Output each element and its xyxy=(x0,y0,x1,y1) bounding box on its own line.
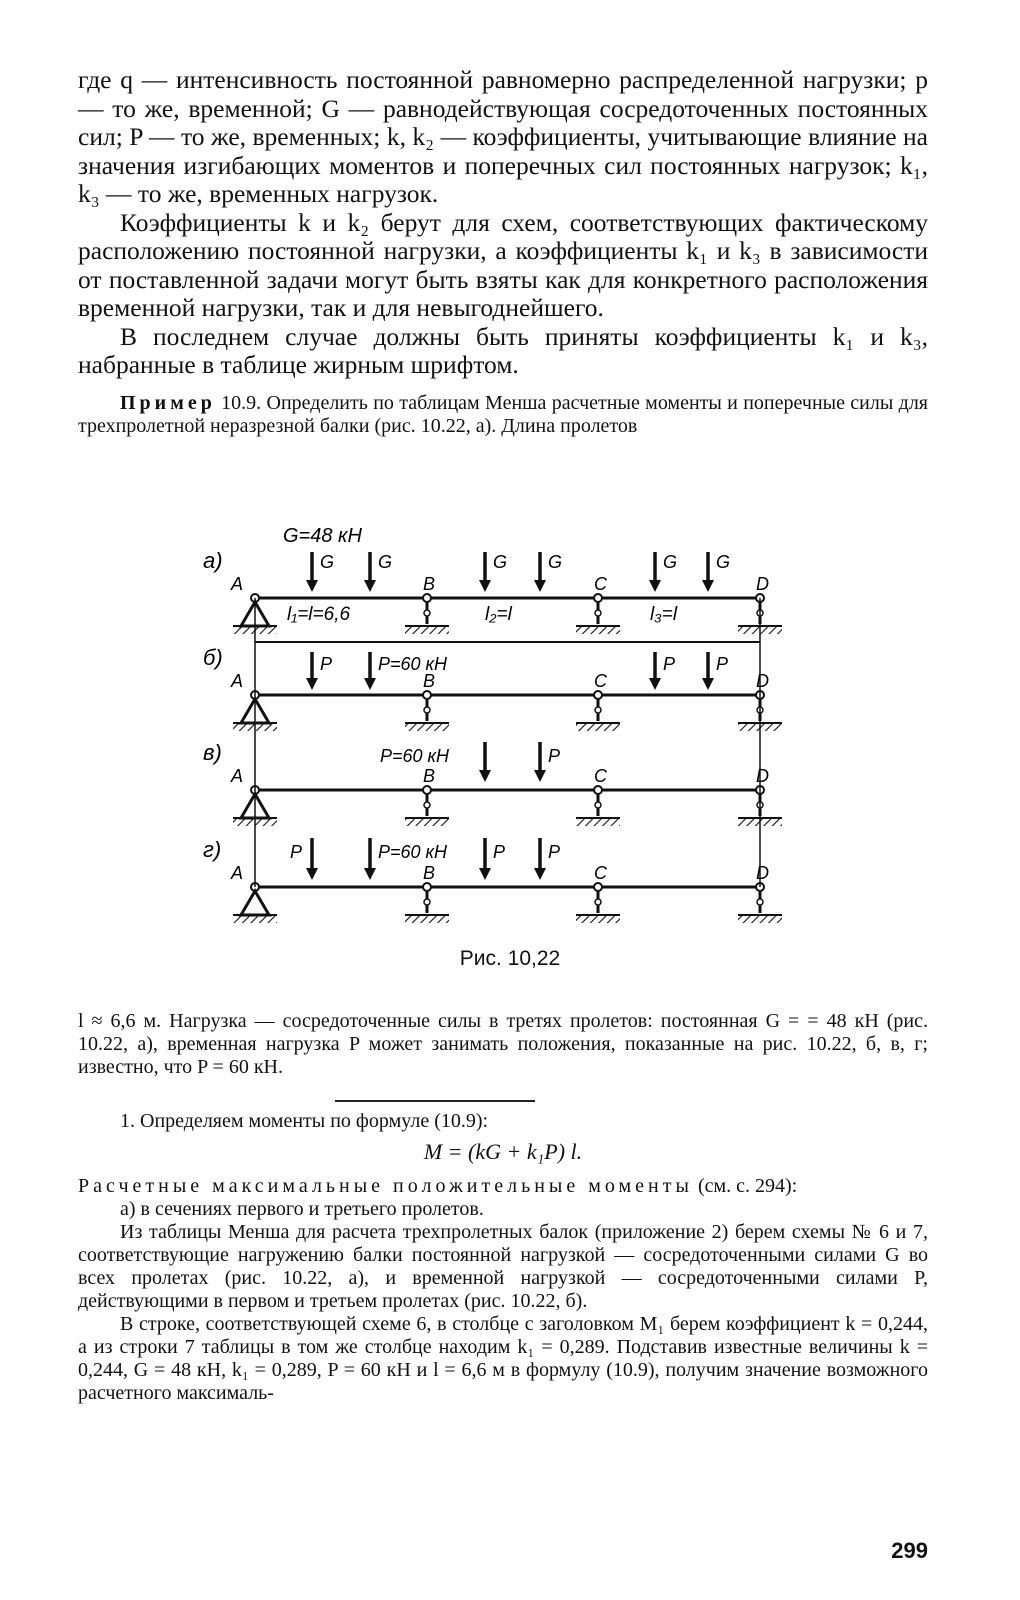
load-arrow-head xyxy=(534,868,546,880)
load-label: P xyxy=(663,654,676,674)
top-load-label: G=48 кН xyxy=(283,525,362,547)
row-tag: в) xyxy=(203,740,222,765)
ground-hatch xyxy=(405,915,449,923)
load-label: G xyxy=(716,552,731,572)
span-label: l₂=l xyxy=(485,604,512,625)
after-figure-text: l ≈ 6,6 м. Нагрузка — сосредоточенные силы в третях пролетов: постоянная G = = 48 кН (рис. 10.22, а), временная нагрузка P может занимать положения, показанные на рис. 10.22, б, в, г; известно, что P = 60 кН. xyxy=(78,1010,928,1078)
load-label: G xyxy=(378,552,393,572)
support-label: B xyxy=(423,574,436,594)
intro-paragraph-1: где q — интенсивность постоянной равномерно распределенной нагрузки; p — то же, временной; G — равнодействующая сосредоточенных постоянных сил; P — то же, временных; k, k₂ — коэффициенты, учитывающие влияние на значения изгибающих моментов и поперечных сил постоянных нагрузок; k₁, k₃ — то же, временных нагрузок. xyxy=(78,65,928,208)
load-arrow-head xyxy=(534,580,546,592)
load-arrow-head xyxy=(479,770,491,782)
load-label: P xyxy=(548,842,561,862)
ground-hatch xyxy=(576,626,620,634)
support-label: D xyxy=(756,574,769,594)
row-tag: а) xyxy=(203,548,223,573)
load-label: P=60 кН xyxy=(378,654,448,674)
ground-hatch xyxy=(405,723,449,731)
section-heading-paragraph xyxy=(78,1175,928,1198)
load-label: P xyxy=(548,746,561,766)
support-label: A xyxy=(231,671,244,691)
hinge xyxy=(594,594,602,602)
hinge xyxy=(594,786,602,794)
span-label: l₁=l=6,6 xyxy=(287,604,351,625)
intro-paragraph-2: Коэффициенты k и k₂ берут для схем, соответствующих фактическому расположению постоянной нагрузки, а коэффициенты k₁ и k₃ в зависимости от поставленной задачи могут быть взяты как для конкретного расположения временной нагрузки, так и для невыгоднейшего. xyxy=(78,207,928,322)
hinge xyxy=(423,594,431,602)
intro-paragraph-3: В последнем случае должны быть приняты коэффициенты k₁ и k₃, набранные в таблице жирным шрифтом. xyxy=(78,321,928,379)
roller-hinge xyxy=(595,707,601,713)
roller-hinge xyxy=(757,899,763,905)
pin-support xyxy=(241,891,269,915)
support-label: D xyxy=(756,766,769,786)
load-arrow-head xyxy=(649,580,661,592)
solution xyxy=(78,1110,928,1405)
load-label: G xyxy=(663,552,678,572)
span-label: l₃=l xyxy=(650,604,678,625)
item-a: а) в сечениях первого и третьего пролетов. xyxy=(120,1198,484,1220)
load-arrow-head xyxy=(306,868,318,880)
load-arrow-head xyxy=(702,678,714,690)
roller-hinge xyxy=(595,610,601,616)
load-label: P xyxy=(716,654,729,674)
hinge xyxy=(423,883,431,891)
load-label: P=60 кН xyxy=(380,746,450,766)
formula: M = (kG + k₁P) l. xyxy=(423,1139,583,1164)
example-number: 10.9. xyxy=(221,391,262,414)
load-label: P xyxy=(320,654,333,674)
figure-caption: Рис. 10,22 xyxy=(459,947,561,970)
support-label: B xyxy=(423,863,436,883)
load-arrow-head xyxy=(649,678,661,690)
section-heading: Расчетные максимальные положительные моменты xyxy=(78,1175,693,1197)
roller-hinge xyxy=(424,610,430,616)
load-arrow-head xyxy=(479,580,491,592)
support-label: C xyxy=(594,574,607,594)
load-label: P xyxy=(290,842,303,862)
example-label: Пример xyxy=(120,391,216,414)
load-arrow-head xyxy=(364,580,376,592)
row-tag: г) xyxy=(203,837,222,862)
support-label: D xyxy=(756,863,769,883)
hinge xyxy=(594,691,602,699)
ground-hatch xyxy=(738,915,782,923)
support-label: A xyxy=(231,863,244,883)
ground-hatch xyxy=(233,915,277,923)
support-label: B xyxy=(423,671,436,691)
support-label: A xyxy=(231,574,244,594)
ground-hatch xyxy=(576,818,620,826)
ground-hatch xyxy=(405,626,449,634)
divider-line xyxy=(335,1100,535,1102)
example-paragraph xyxy=(78,392,928,438)
support-label: C xyxy=(594,766,607,786)
load-label: P xyxy=(493,842,506,862)
support-label: C xyxy=(594,863,607,883)
page-body xyxy=(78,66,928,438)
ground-hatch xyxy=(576,723,620,731)
ground-hatch xyxy=(576,915,620,923)
support-label: D xyxy=(756,671,769,691)
roller-hinge xyxy=(595,802,601,808)
para-b: В строке, соответствующей схеме 6, в столбце с заголовком M₁ берем коэффициент k = 0,244, а из строки 7 таблицы в том же столбце находим k₁ = 0,289. Подставив известные величины k = 0,244, G = 48 кН, k₁ = 0,289, P = 60 кН и l = 6,6 м в формулу (10.9), получим значение возможного расчетного максималь- xyxy=(78,1313,928,1404)
hinge xyxy=(423,691,431,699)
roller-hinge xyxy=(424,802,430,808)
hinge xyxy=(423,786,431,794)
load-label: P=60 кН xyxy=(378,842,448,862)
example-text: Определить по таблицам Менша расчетные моменты и поперечные силы для трехпролетной неразрезной балки (рис. 10.22, а). Длина пролетов xyxy=(78,391,928,437)
load-arrow-head xyxy=(306,678,318,690)
para-a: Из таблицы Менша для расчета трехпролетных балок (приложение 2) берем схемы № 6 и 7, соответствующие нагружению балки постоянной нагрузкой — сосредоточенными силами G во всех пролетах (рис. 10.22, а), и временной нагрузкой — сосредоточенными силами P, действующими в первом и третьем пролетах (рис. 10.22, б). xyxy=(78,1221,928,1312)
load-label: G xyxy=(320,552,335,572)
load-label: G xyxy=(548,552,563,572)
load-arrow-head xyxy=(306,580,318,592)
roller-hinge xyxy=(595,899,601,905)
ground-hatch xyxy=(405,818,449,826)
load-arrow-head xyxy=(479,868,491,880)
support-label: A xyxy=(231,766,244,786)
step1-text: 1. Определяем моменты по формуле (10.9): xyxy=(120,1110,489,1132)
after-figure xyxy=(78,1010,928,1079)
roller-hinge xyxy=(424,899,430,905)
load-arrow-head xyxy=(702,580,714,592)
support-label: C xyxy=(594,671,607,691)
load-label: G xyxy=(493,552,508,572)
roller-hinge xyxy=(424,707,430,713)
hinge xyxy=(594,883,602,891)
row-tag: б) xyxy=(203,645,223,670)
load-arrow-head xyxy=(364,678,376,690)
load-arrow-head xyxy=(534,770,546,782)
beam-diagram xyxy=(195,520,795,940)
load-arrow-head xyxy=(364,868,376,880)
support-label: B xyxy=(423,766,436,786)
page-number: 299 xyxy=(891,1538,928,1563)
section-heading-tail: (см. с. 294): xyxy=(697,1175,798,1197)
